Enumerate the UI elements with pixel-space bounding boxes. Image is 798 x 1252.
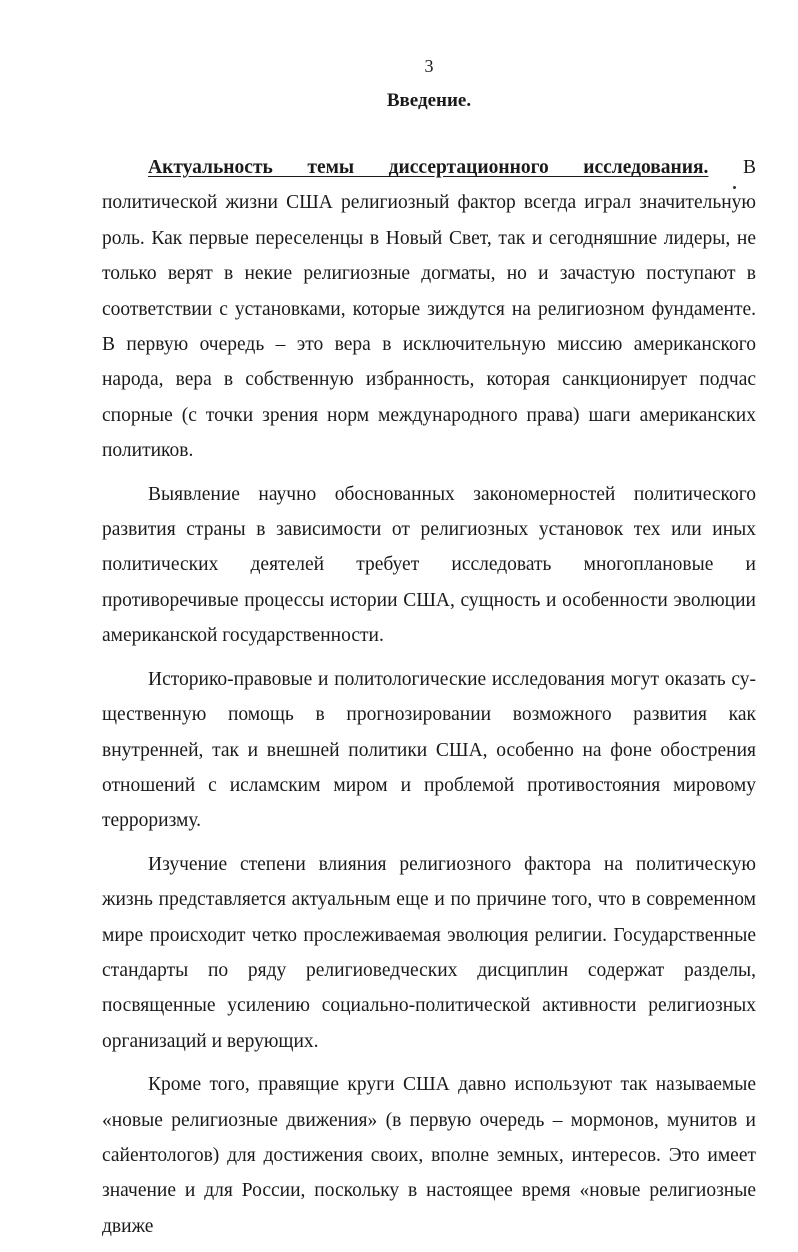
body-text: [102, 150, 756, 1252]
paragraph: Историко-правовые и политологические исследования могут оказать существенную помощь в прогнозировании возможного развития как внутренней, так и внешней политики США, особенно на фоне обострения отношений с исламским миром и проблемой противостояния мировому терроризму.: [102, 668, 756, 832]
paragraph-text: В политической жизни США религиозный фактор всегда играл значительную роль. Как первые переселенцы в Новый Свет, так и сегодняшние лидеры, не только верят в некие религиозные догматы, но и зачастую поступают в соответствии с установками, которые зиждутся на религиозном фундаменте. В первую очередь – это вера в исключительную миссию американского народа, вера в собственную избранность, которая санкционирует подчас спорные (с точки зрения норм международного права) шаги американских политиков.: [102, 157, 756, 462]
paragraph: Изучение степени влияния религиозного фактора на политическую жизнь представляется актуальным еще и по причине того, что в современном мире происходит четко прослеживаемая эволюция религии. Государственные стандарты по ряду религиоведческих дисциплин содержат разделы, посвященные усилению социально-политической активности религиозных организаций и верующих.: [102, 853, 756, 1052]
paragraph: Кроме того, правящие круги США давно используют так называемые «новые религиозные движения» (в первую очередь – мормонов, мунитов и сайентологов) для достижения своих, вполне земных, интересов. Это имеет значение и для России, поскольку в настоящее время «новые религиозные движе: [102, 1074, 756, 1237]
section-heading: Введение.: [386, 90, 472, 111]
paragraph: Выявление научно обоснованных закономерностей политического развития страны в зависимости от религиозных установок тех или иных политических деятелей требует исследовать многоплановые и противоречивые процессы истории США, сущность и особенности эволюции американской государственности.: [102, 483, 756, 647]
relevance-lead-heading: Актуальность темы диссертационного исследования.: [148, 157, 709, 178]
page-number: 3: [424, 56, 434, 76]
paragraph-relevance: [102, 150, 756, 469]
